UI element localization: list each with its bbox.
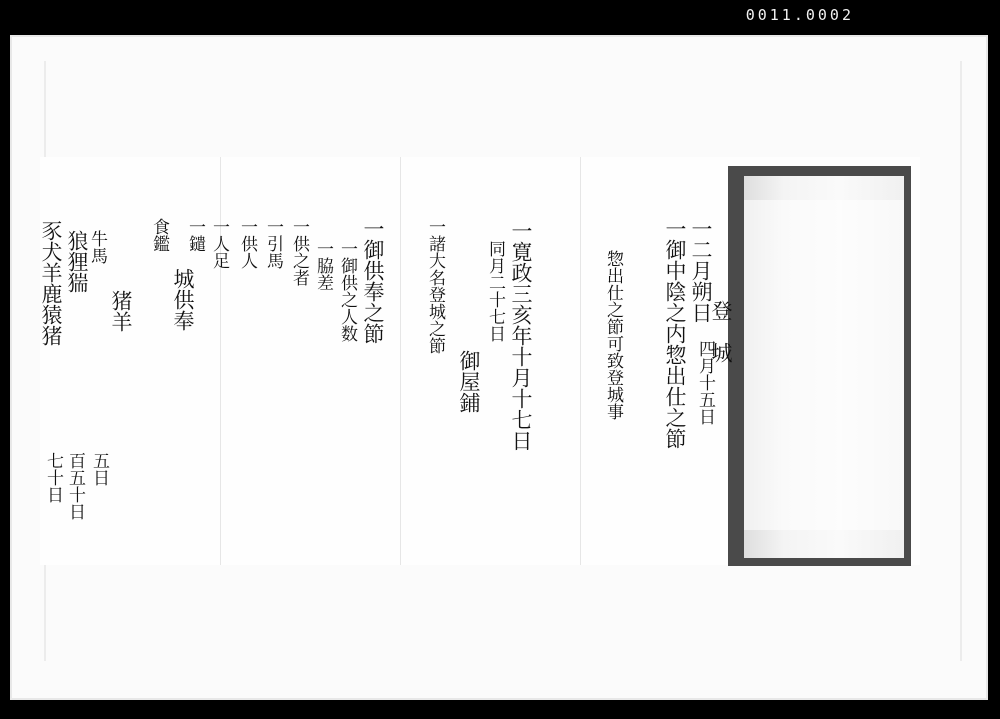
text-column: 一諸大名登城之節 (425, 218, 445, 354)
cover-highlight (744, 200, 904, 530)
text-column: 一御中陰之内惣出仕之節 (663, 218, 687, 449)
text-column: 豕犬羊鹿猿猪 (39, 220, 63, 346)
text-column: 牛馬 (87, 230, 107, 264)
frame-id-label: 0011.0002 (745, 6, 854, 24)
text-column: 猪羊 (109, 290, 133, 332)
text-column: 食鑑 (149, 218, 169, 252)
text-column: 御屋鋪 (457, 350, 481, 413)
text-column: 一供之者 (289, 218, 309, 286)
paper-fold (400, 157, 401, 565)
text-column: 一人足 (209, 218, 229, 269)
paper-fold (580, 157, 581, 565)
text-column: 七十日 (43, 452, 63, 503)
text-column: 一御供奉之節 (361, 218, 385, 344)
text-column: 一脇差 (313, 240, 333, 291)
mount-edge-right (960, 61, 962, 661)
text-column: 一寛政三亥年十月十七日 (509, 220, 533, 451)
text-column: 五日 (89, 452, 109, 486)
text-column: 一二月朔日 (689, 218, 713, 323)
text-column: 惣出仕之節可致登城事 (603, 250, 623, 420)
text-column: 狼狸猯 (65, 230, 89, 293)
text-column: 四月十五日 (695, 340, 715, 425)
text-column: 一引馬 (263, 218, 283, 269)
text-column: 一御供之人数 (337, 240, 357, 342)
text-column: 同月二十七日 (485, 240, 505, 342)
text-column: 一鑓 (185, 218, 205, 252)
text-column: 城供奉 (171, 268, 195, 331)
text-column: 百五十日 (65, 452, 85, 520)
text-column: 登 城 (709, 300, 733, 363)
text-column: 一供人 (237, 218, 257, 269)
